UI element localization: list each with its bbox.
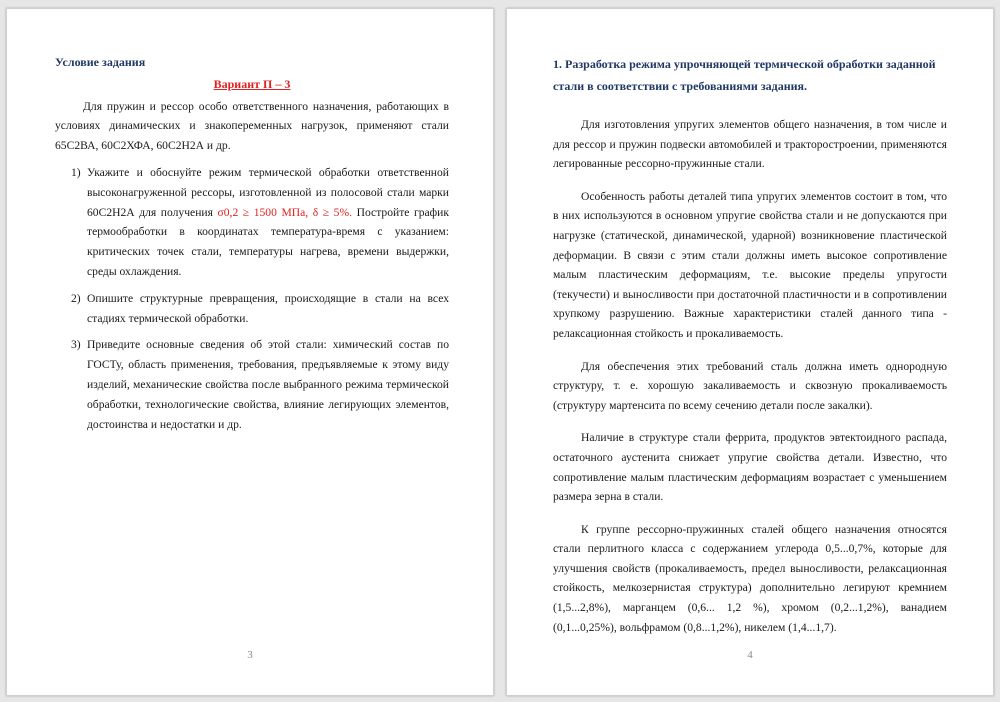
task-text: Приведите основные сведения об этой стали: химический состав по ГОСТу, область применения, требования, предъявляемые к этому виду изделий, механические свойства после выбранного режима термической обработки, технологические свойства, влияние легирующих элементов, достоинства и недостатки и др. — [87, 338, 449, 431]
task-item — [55, 163, 449, 282]
variant-title: Вариант П – 3 — [213, 76, 291, 91]
body-paragraph: К группе рессорно-пружинных сталей общего назначения относятся стали перлитного класса с содержанием углерода 0,5...0,7%, которые для улучшения свойств (прокаливаемость, предел выносливости, релаксационная стойкость, мелкозернистая структура) дополнительно легируют кремнием (1,5...2,8%), марганцем (0,6... 1,2 %), хромом (0,2...1,2%), ванадием (0,1...0,25%), вольфрамом (0,8...1,2%), никелем (1,4...1,7). — [553, 522, 947, 634]
body-paragraph: Особенность работы деталей типа упругих элементов состоит в том, что в них используются в основном упругие свойства стали и не допускаются при нагрузке (статической, динамической, ударной) возникновение пластической деформации. В связи с этим стали должны иметь высокое сопротивление малым пластическим деформациям, т.е. высокие пределы упругости (текучести) и выносливости при достаточной пластичности и в сопротивлении хрупкому разрушению. Важные характеристики сталей данного типа - релаксационная стойкость и прокаливаемость. — [553, 189, 947, 340]
task-text: Опишите структурные превращения, происходящие в стали на всех стадиях термической обработки. — [87, 291, 449, 325]
section-heading: 1. Разработка режима упрочняющей термической обработки заданной стали в соответствии с требованиями задания. — [553, 57, 936, 93]
task-item — [55, 289, 449, 329]
task-list — [55, 163, 449, 434]
document-page-left — [6, 8, 494, 696]
page-number: 3 — [247, 649, 253, 661]
task-item — [55, 335, 449, 434]
body-paragraph: Наличие в структуре стали феррита, продуктов эвтектоидного распада, остаточного аустенита снижает упругие свойства детали. Известно, что сопротивление малым пластическим деформациям возрастает с уменьшением размера зерна в стали. — [553, 431, 947, 504]
body-paragraph: Для обеспечения этих требований сталь должна иметь однородную структуру, т. е. хорошую закаливаемость и сквозную прокаливаемость (структуру мартенсита по всему сечению детали после закалки). — [553, 359, 947, 412]
task-number: 1) — [71, 165, 81, 179]
task-text-continued: Постройте график термообработки в координатах температура-время с указанием: критических точек стали, температуры нагрева, времени выдержки, среды охлаждения. — [87, 205, 450, 278]
page-content — [55, 53, 449, 441]
document-page-right — [506, 8, 994, 696]
body-paragraph: Для изготовления упругих элементов общего назначения, в том числе и для рессор и пружин подвески автомобилей и тракторостроении, применяются легированные рессорно-пружинные стали. — [553, 118, 947, 171]
task-text: Укажите и обоснуйте режим термической обработки ответственной высоконагруженной рессоры, изготовленной из полосовой стали марки 60С2Н2А для получения — [87, 165, 449, 219]
task-number: 3) — [71, 338, 81, 352]
intro-paragraph: Для пружин и рессор особо ответственного назначения, работающих в условиях динамических и знакопеременных нагрузок, применяют стали 65С2ВА, 60С2ХФА, 60С2Н2А и др. — [55, 99, 449, 153]
task-number: 2) — [71, 291, 81, 305]
section-heading: Условие задания — [55, 55, 146, 69]
page-number: 4 — [747, 649, 753, 661]
page-content — [553, 53, 947, 637]
task-requirement-highlight: σ0,2 ≥ 1500 МПа, δ ≥ 5%. — [217, 205, 353, 219]
